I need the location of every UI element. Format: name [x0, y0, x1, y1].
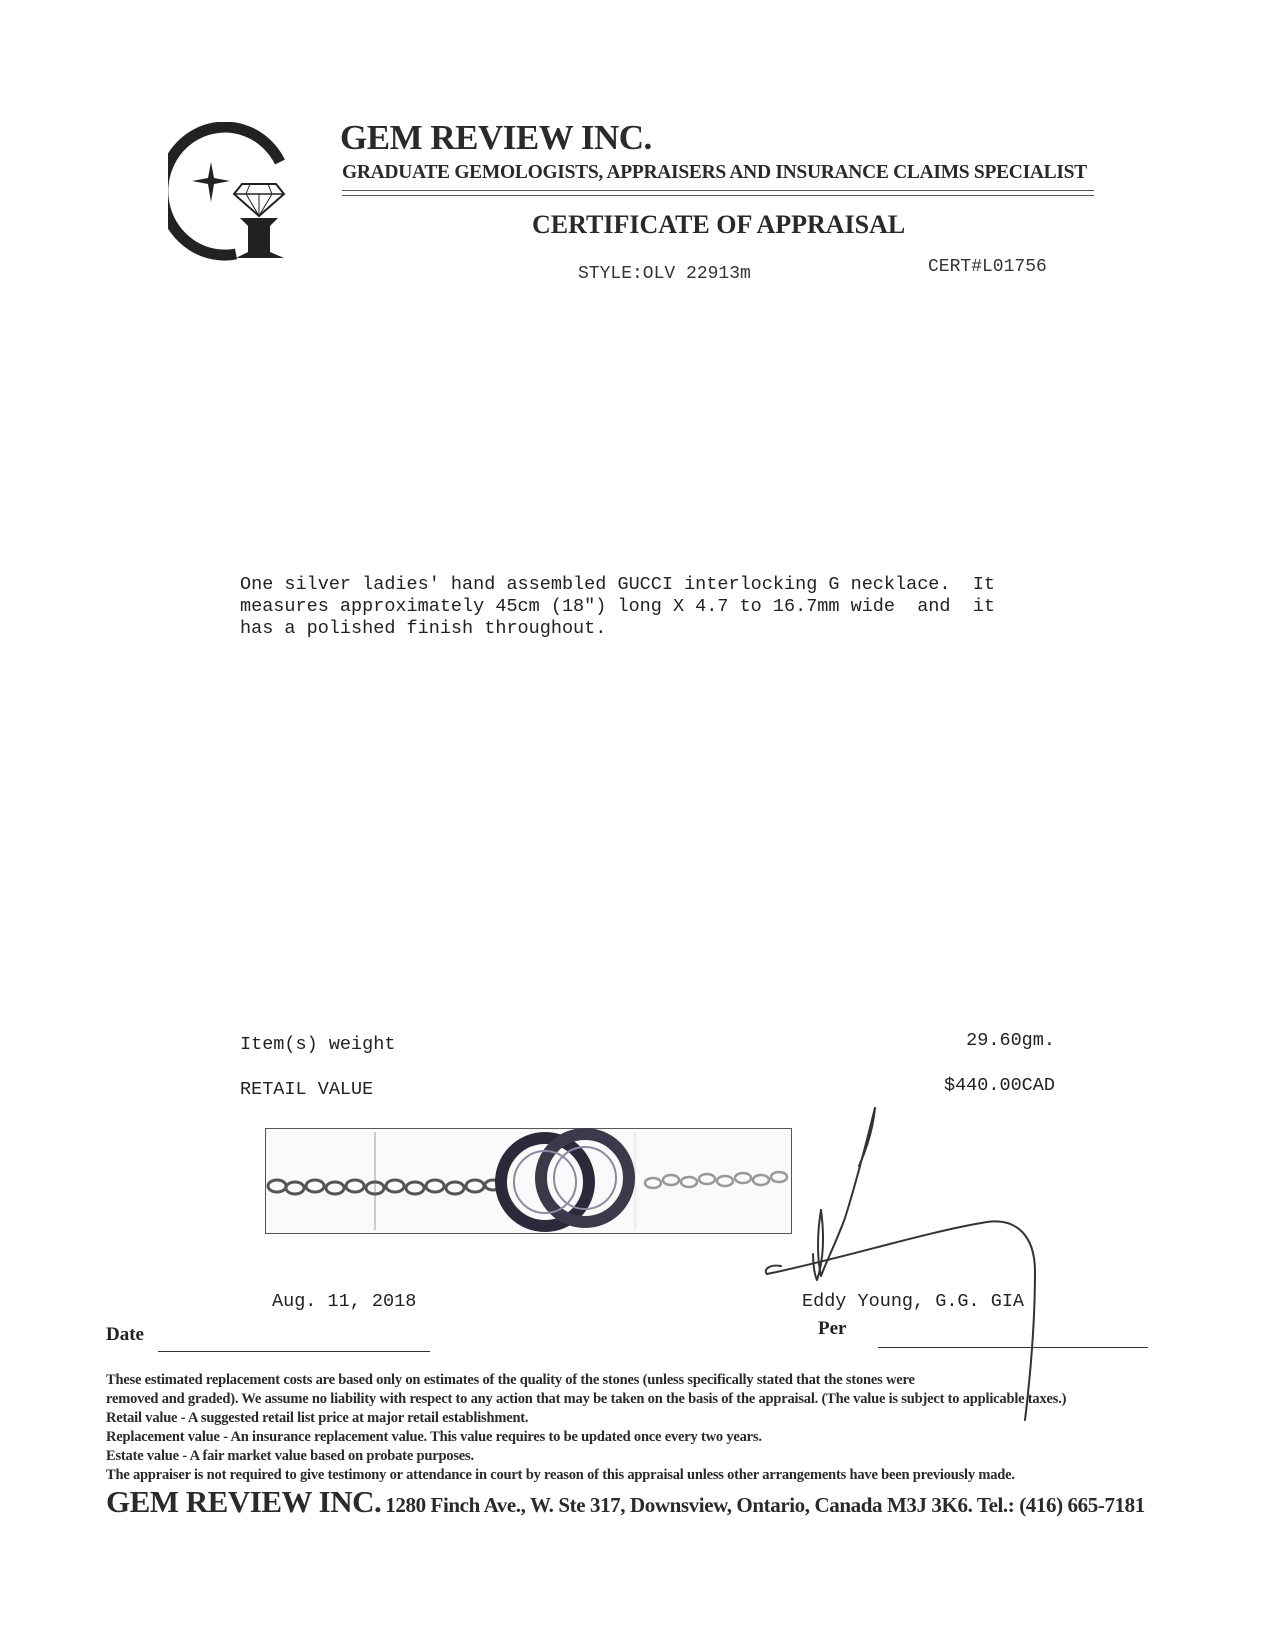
description-line: measures approximately 45cm (18") long X 4.7 to 16.7mm wide and it — [240, 596, 995, 617]
header-rule — [342, 190, 1094, 191]
footer-company-name: GEM REVIEW INC. — [106, 1484, 382, 1519]
fine-print-line: The appraiser is not required to give testimony or attendance in court by reason of this appraisal unless other arrangements have been previously made. — [106, 1467, 1015, 1483]
retail-value-amount: $440.00CAD — [943, 1075, 1055, 1096]
necklace-photo — [265, 1128, 792, 1234]
certificate-number: CERT#L01756 — [928, 257, 1047, 277]
style-number: STYLE:OLV 22913m — [578, 264, 751, 284]
weight-label: Item(s) weight — [240, 1034, 396, 1055]
fine-print-line: Retail value - A suggested retail list price at major retail establishment. — [106, 1410, 529, 1426]
fine-print-line: removed and graded). We assume no liability with respect to any action that may be taken on the basis of the appraisal. (The value is subject to applicable taxes.) — [106, 1391, 1067, 1407]
footer-address: 1280 Finch Ave., W. Ste 317, Downsview, Ontario, Canada M3J 3K6. Tel.: (416) 665-7181 — [385, 1493, 1145, 1517]
item-description — [240, 574, 1060, 640]
appraisal-date: Aug. 11, 2018 — [272, 1291, 417, 1312]
appraiser-name: Eddy Young, G.G. GIA — [802, 1291, 1025, 1312]
per-label: Per — [818, 1318, 847, 1339]
per-signature-line — [878, 1347, 1148, 1348]
description-line: One silver ladies' hand assembled GUCCI interlocking G necklace. It — [240, 574, 995, 595]
fine-print-line: Replacement value - An insurance replacement value. This value requires to be updated once every two years. — [106, 1429, 762, 1445]
weight-value: 29.60gm. — [966, 1030, 1055, 1051]
date-signature-line — [158, 1351, 430, 1352]
fine-print-line: Estate value - A fair market value based on probate purposes. — [106, 1448, 474, 1464]
description-line: has a polished finish throughout. — [240, 618, 607, 639]
retail-value-label: RETAIL VALUE — [240, 1079, 374, 1100]
company-name: GEM REVIEW INC. — [340, 118, 652, 157]
company-tagline: GRADUATE GEMOLOGISTS, APPRAISERS AND INSURANCE CLAIMS SPECIALIST — [342, 162, 1087, 183]
header-rule — [342, 195, 1094, 196]
footer — [106, 1484, 1145, 1520]
certificate-title: CERTIFICATE OF APPRAISAL — [532, 210, 906, 239]
handwritten-signature — [755, 1100, 1075, 1440]
date-label: Date — [106, 1324, 144, 1345]
fine-print-line: These estimated replacement costs are based only on estimates of the quality of the stones (unless specifically stated that the stones were — [106, 1372, 915, 1388]
gem-review-logo-icon — [168, 122, 298, 262]
